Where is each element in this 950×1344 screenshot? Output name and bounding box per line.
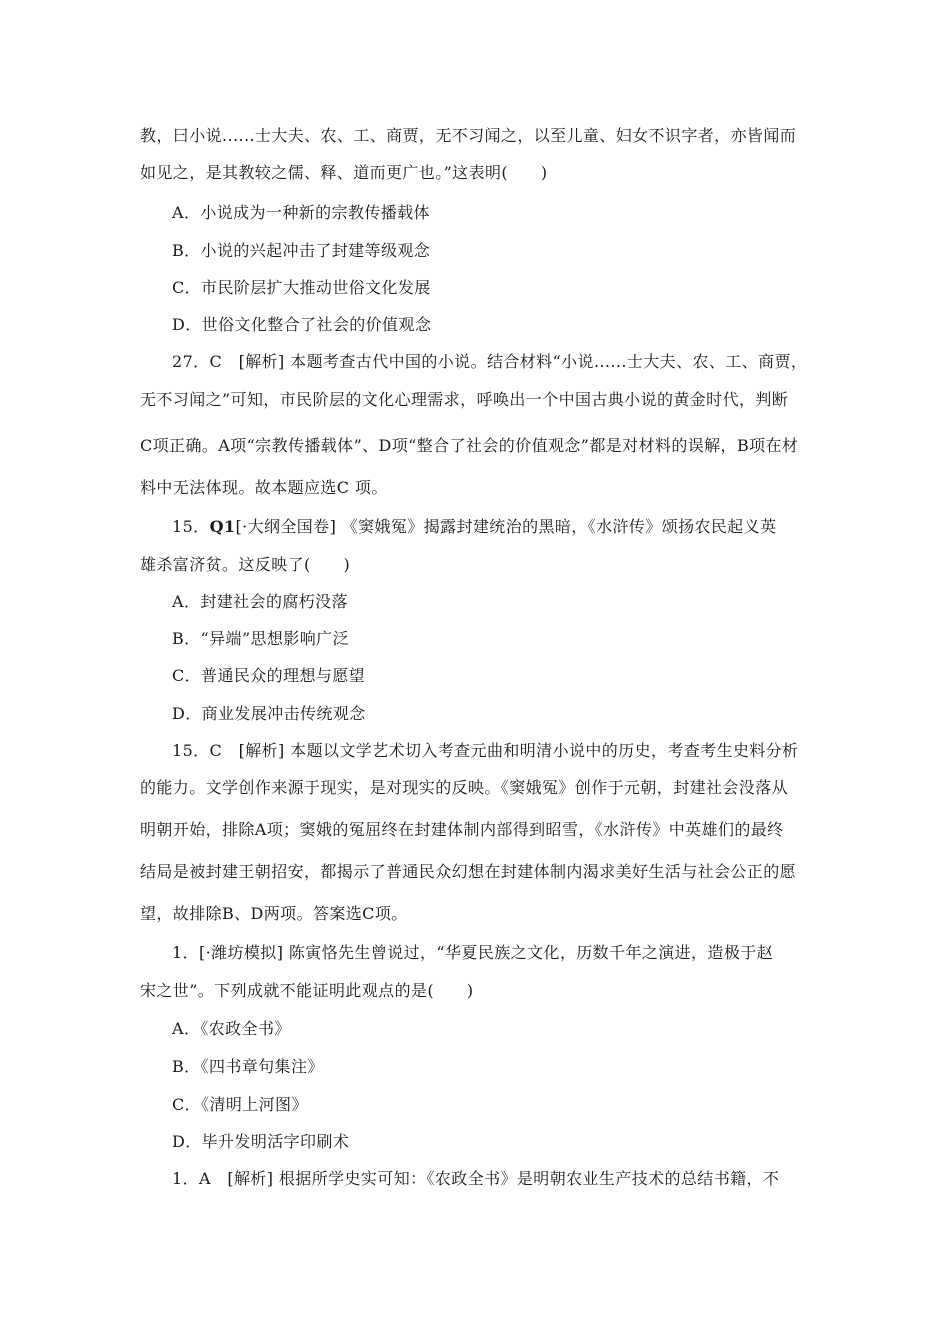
q27-stem-line-2: 如见之，是其教较之儒、释、道而更广也。”这表明( ) bbox=[140, 163, 548, 182]
q15-stem-text: [·大纲全国卷] 《窦娥冤》揭露封建统治的黑暗，《水浒传》颂扬农民起义英 bbox=[235, 517, 777, 536]
q27-answer-line-1: 27．C [解析] 本题考查古代中国的小说。结合材料“小说......士大夫、农、工、商贾， bbox=[172, 352, 808, 371]
q15-answer-line-1: 15．C [解析] 本题以文学艺术切入考查元曲和明清小说中的历史，考查考生史料分析 bbox=[172, 741, 799, 760]
q15-answer-line-2: 的能力。文学创作来源于现实，是对现实的反映。《窦娥冤》创作于元朝，封建社会没落从 bbox=[140, 778, 789, 797]
q27-answer-line-4: 料中无法体现。故本题应选C 项。 bbox=[140, 478, 388, 497]
q15-option-b: B．“异端”思想影响广泛 bbox=[172, 629, 349, 648]
q27-option-b: B．小说的兴起冲击了封建等级观念 bbox=[172, 241, 431, 260]
q1-option-b: B．《四书章句集注》 bbox=[172, 1057, 324, 1076]
q1-answer-line-1: 1．A [解析] 根据所学史实可知：《农政全书》是明朝农业生产技术的总结书籍，不 bbox=[172, 1169, 780, 1188]
q15-option-d: D．商业发展冲击传统观念 bbox=[172, 704, 366, 723]
q15-number: 15． bbox=[172, 517, 210, 536]
q27-answer-line-2: 无不习闻之”可知，市民阶层的文化心理需求，呼唤出一个中国古典小说的黄金时代，判断 bbox=[140, 390, 789, 409]
q27-option-a: A．小说成为一种新的宗教传播载体 bbox=[172, 203, 430, 222]
q27-option-d: D．世俗文化整合了社会的价值观念 bbox=[172, 315, 432, 334]
q27-stem-line-1: 教，曰小说......士大夫、农、工、商贾，无不习闻之，以至儿童、妇女不识字者，亦皆闻而 bbox=[140, 126, 797, 145]
q15-answer-line-3: 明朝开始，排除A项；窦娥的冤屈终在封建体制内部得到昭雪，《水浒传》中英雄们的最终 bbox=[140, 820, 784, 839]
q27-option-c: C．市民阶层扩大推动世俗文化发展 bbox=[172, 278, 431, 297]
q1-option-d: D．毕升发明活字印刷术 bbox=[172, 1132, 350, 1151]
q27-answer-line-3: C项正确。A项“宗教传播载体”、D项“整合了社会的价值观念”都是对材料的误解，B项在材 bbox=[140, 436, 799, 455]
q15-marker: Q1 bbox=[209, 517, 236, 536]
q15-answer-line-5: 望，故排除B、D两项。答案选C项。 bbox=[140, 904, 408, 923]
q15-option-c: C．普通民众的理想与愿望 bbox=[172, 666, 366, 685]
q15-stem-line-1 bbox=[172, 517, 852, 537]
q1-stem-line-1: 1．[·潍坊模拟] 陈寅恪先生曾说过，“华夏民族之文化，历数千年之演进，造极于赵 bbox=[172, 943, 774, 962]
q15-option-a: A．封建社会的腐朽没落 bbox=[172, 592, 348, 611]
q1-option-a: A．《农政全书》 bbox=[172, 1019, 291, 1038]
q1-stem-line-2: 宋之世”。下列成就不能证明此观点的是( ) bbox=[140, 981, 474, 1000]
q1-option-c: C．《清明上河图》 bbox=[172, 1095, 308, 1114]
q15-stem-line-2: 雄杀富济贫。这反映了( ) bbox=[140, 555, 351, 574]
q15-answer-line-4: 结局是被封建王朝招安，都揭示了普通民众幻想在封建体制内渴求美好生活与社会公正的愿 bbox=[140, 862, 797, 881]
